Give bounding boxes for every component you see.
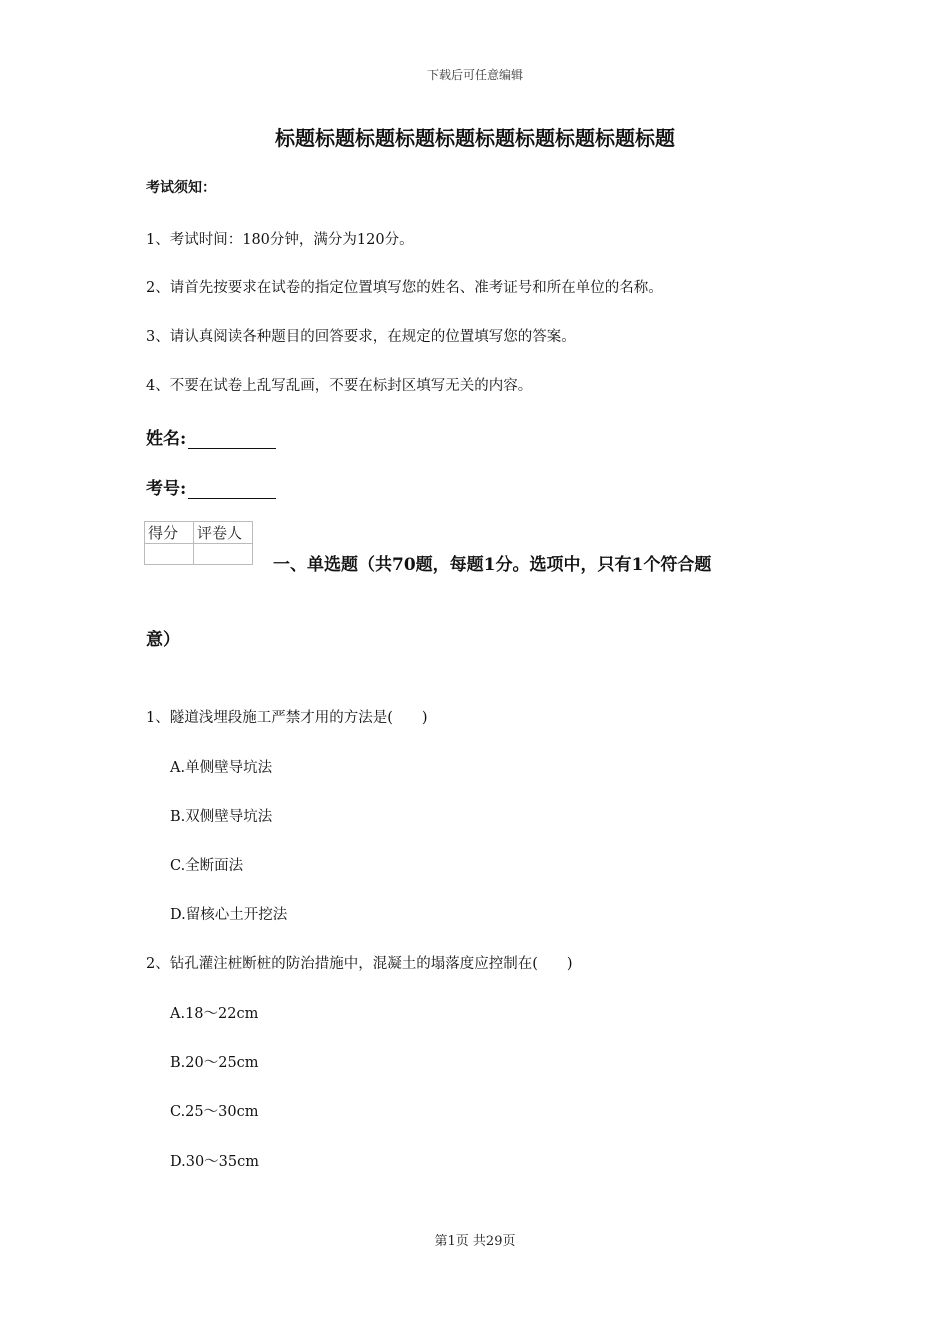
question-stem: 1、隧道浅埋段施工严禁才用的方法是( ) [146,710,428,726]
notice-item: 4、不要在试卷上乱写乱画，不要在标封区填写无关的内容。 [146,378,533,394]
score-cell[interactable] [145,544,194,565]
score-table-header-row [145,522,253,544]
option-d: D.留核心土开挖法 [170,907,288,923]
option-b: B.双侧壁导坑法 [170,809,273,825]
option-c: C.25～30cm [170,1104,259,1120]
option-c: C.全断面法 [170,858,244,874]
grader-cell[interactable] [194,544,253,565]
section-heading: 一、单选题（共70题，每题1分。选项中，只有1个符合题 [273,555,712,575]
score-table [144,521,253,565]
notice-heading: 考试须知： [146,180,216,196]
option-a: A.单侧壁导坑法 [170,760,273,776]
question-stem: 2、钻孔灌注桩断桩的防治措施中，混凝土的塌落度应控制在( ) [146,956,573,972]
page-footer: 第1页 共29页 [434,1234,516,1249]
section-heading-continued: 意） [146,630,180,650]
option-d: D.30～35cm [170,1154,259,1170]
option-b: B.20～25cm [170,1055,259,1071]
notice-item: 1、考试时间：180分钟，满分为120分。 [146,232,414,248]
score-table-entry-row [145,544,253,565]
exam-id-field [146,474,276,499]
name-blank[interactable] [188,430,276,449]
notice-item: 3、请认真阅读各种题目的回答要求，在规定的位置填写您的答案。 [146,329,576,345]
exam-id-label: 考号: [146,479,187,499]
name-label: 姓名: [146,429,187,449]
score-header: 得分 [145,522,194,544]
grader-header: 评卷人 [194,522,253,544]
document-title: 标题标题标题标题标题标题标题标题标题标题 [275,126,675,150]
option-a: A.18～22cm [170,1006,259,1022]
exam-id-blank[interactable] [188,480,276,499]
name-field [146,424,276,449]
header-note: 下载后可任意编辑 [426,68,523,82]
notice-item: 2、请首先按要求在试卷的指定位置填写您的姓名、准考证号和所在单位的名称。 [146,280,663,296]
